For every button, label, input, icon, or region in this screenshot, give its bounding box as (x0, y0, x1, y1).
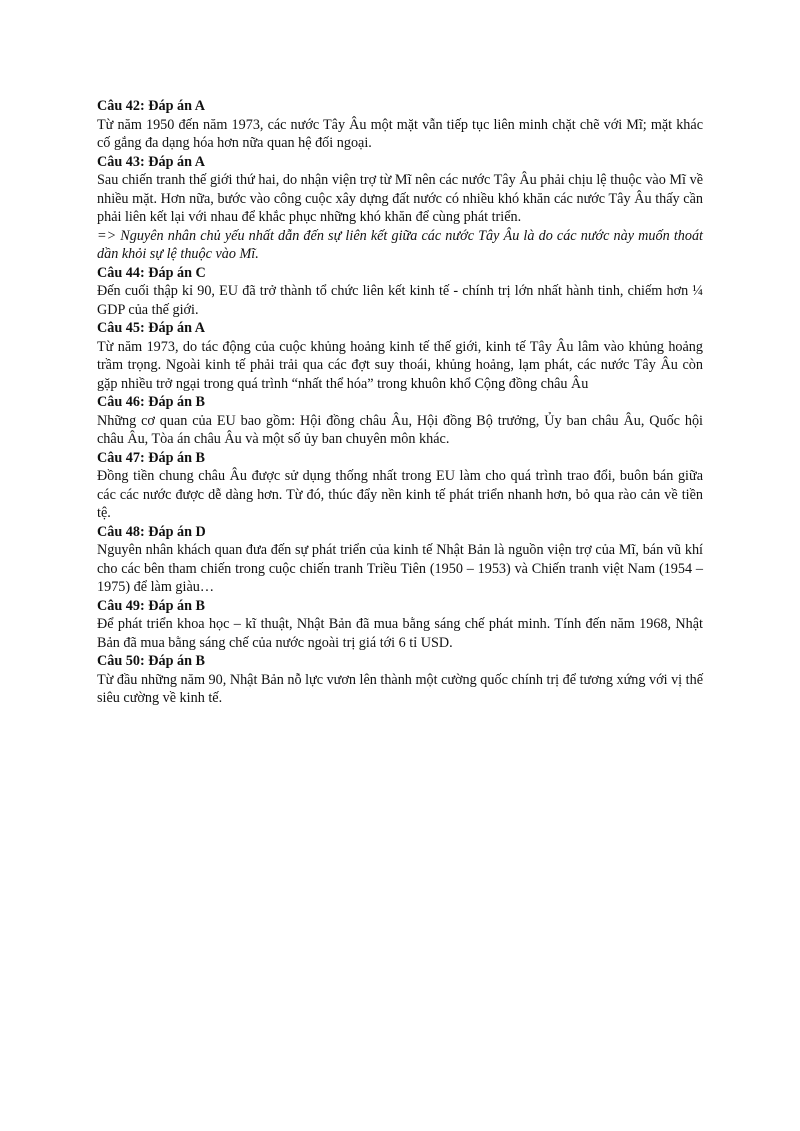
answer-heading: Câu 44: Đáp án C (97, 264, 206, 281)
answer-explanation: Từ đầu những năm 90, Nhật Bản nỗ lực vươn lên thành một cường quốc chính trị để tương xứng với vị thế siêu cường về kinh tế. (97, 671, 703, 706)
answer-explanation: Đồng tiền chung châu Âu được sử dụng thống nhất trong EU làm cho quá trình trao đổi, buôn bán giữa các các nước được dễ dàng hơn. Từ đó, thúc đẩy nền kinh tế phát triển nhanh hơn, bỏ qua rào cản về tiền tệ. (97, 468, 703, 521)
answer-heading: Câu 45: Đáp án A (97, 320, 206, 336)
answer-explanation: Nguyên nhân khách quan đưa đến sự phát triển của kinh tế Nhật Bản là nguồn viện trợ của Mĩ, bán vũ khí cho các bên tham chiến trong cuộc chiến tranh Triều Tiên (1950 – 1953) và Chiến tranh việt Nam (1954 – 1975) để làm giàu… (97, 542, 703, 595)
answer-item-50 (97, 652, 703, 708)
answer-item-45 (97, 319, 703, 393)
answer-item-44 (97, 264, 703, 320)
answer-heading: Câu 46: Đáp án B (97, 394, 206, 410)
answer-explanation: Sau chiến tranh thế giới thứ hai, do nhận viện trợ từ Mĩ nên các nước Tây Âu phải chịu lệ thuộc vào Mĩ về nhiều mặt. Hơn nữa, bước vào công cuộc xây dựng đất nước có nhiều khó khăn các nước Tây Âu thấy cần phải liên kết lại với nhau để khắc phục những khó khăn để cùng phát triển. (97, 172, 703, 225)
answer-item-42 (97, 97, 703, 153)
answer-explanation: Từ năm 1950 đến năm 1973, các nước Tây Âu một mặt vẫn tiếp tục liên minh chặt chẽ với Mĩ; mặt khác cố gắng đa dạng hóa hơn nữa quan hệ đối ngoại. (97, 116, 703, 151)
answer-document (97, 97, 703, 708)
answer-heading: Câu 47: Đáp án B (97, 449, 206, 466)
answer-item-43 (97, 153, 703, 264)
answer-item-46 (97, 393, 703, 449)
answer-heading: Câu 43: Đáp án A (97, 153, 206, 170)
answer-conclusion: => Nguyên nhân chủ yếu nhất dẫn đến sự liên kết giữa các nước Tây Âu là do các nước này muốn thoát dần khỏi sự lệ thuộc vào Mĩ. (97, 227, 703, 262)
answer-item-49 (97, 597, 703, 653)
answer-heading: Câu 49: Đáp án B (97, 597, 206, 614)
answer-explanation: Những cơ quan của EU bao gồm: Hội đồng châu Âu, Hội đồng Bộ trưởng, Ủy ban châu Âu, Quốc hội châu Âu, Tòa án châu Âu và một số ủy ban chuyên môn khác. (97, 412, 703, 447)
answer-heading: Câu 48: Đáp án D (97, 523, 206, 540)
answer-item-48 (97, 523, 703, 597)
answer-heading: Câu 50: Đáp án B (97, 653, 206, 669)
answer-heading: Câu 42: Đáp án A (97, 98, 206, 114)
answer-explanation: Từ năm 1973, do tác động của cuộc khủng hoảng kinh tế thế giới, kinh tế Tây Âu lâm vào khủng hoảng trầm trọng. Ngoài kinh tế phải trải qua các đợt suy thoái, khủng hoảng, lạm phát, các nước Tây Âu còn gặp nhiều trở ngại trong quá trình “nhất thể hóa” trong khuôn khổ Cộng đồng châu Âu (97, 338, 703, 392)
answer-explanation: Đến cuối thập kỉ 90, EU đã trở thành tổ chức liên kết kinh tế - chính trị lớn nhất hành tinh, chiếm hơn ¼ GDP của thế giới. (97, 283, 703, 318)
answer-explanation: Để phát triển khoa học – kĩ thuật, Nhật Bản đã mua bằng sáng chế phát minh. Tính đến năm 1968, Nhật Bản đã mua bằng sáng chế của nước ngoài trị giá tới 6 tỉ USD. (97, 616, 703, 651)
answer-item-47 (97, 449, 703, 523)
